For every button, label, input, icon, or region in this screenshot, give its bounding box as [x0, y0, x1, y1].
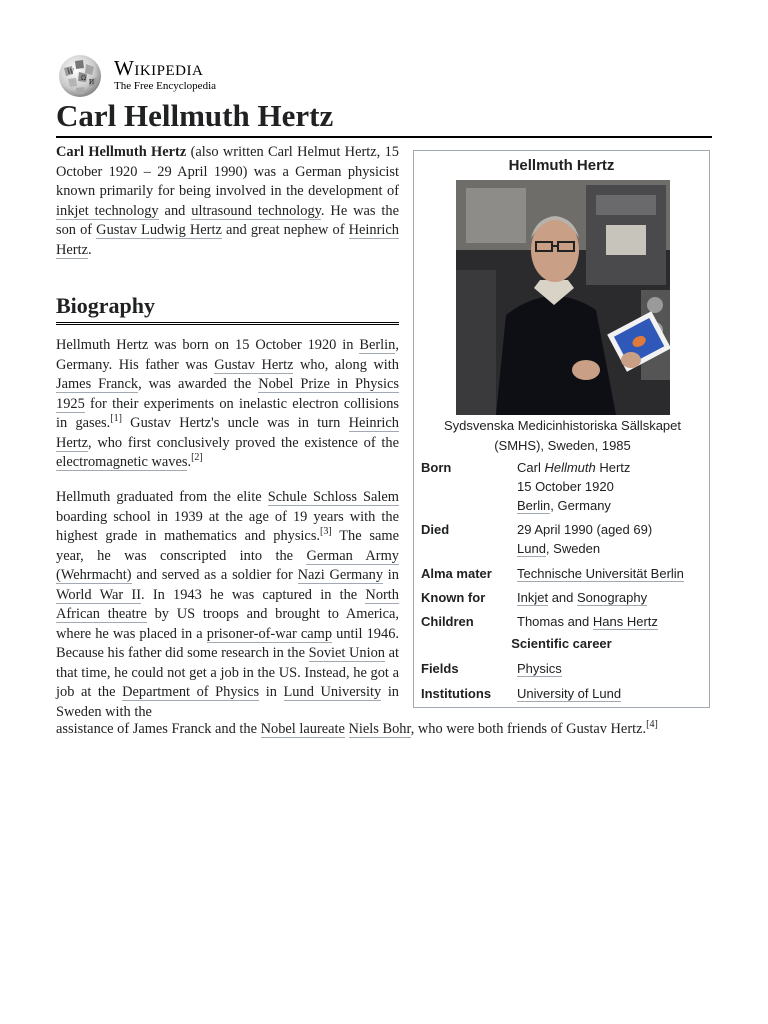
born-name-pre: Carl — [517, 460, 545, 475]
biography-paragraph-2-tail — [56, 720, 716, 740]
known-and: and — [548, 590, 577, 605]
bio-text: Hellmuth graduated from the elite — [56, 489, 268, 505]
link-gustav-hertz[interactable]: Gustav Hertz — [214, 356, 294, 373]
infobox-row-died — [421, 520, 706, 560]
link-niels-bohr[interactable]: Niels Bohr — [348, 721, 411, 737]
died-place-rest: , Sweden — [545, 541, 601, 556]
link-nobel-prize-physics-1925[interactable]: Nobel Prize in Physics 1925 — [56, 376, 399, 412]
row-value — [517, 520, 707, 558]
infobox-row-born — [421, 458, 706, 516]
reference-1[interactable] — [110, 413, 122, 424]
infobox-row-fields — [421, 659, 706, 679]
lead-text: (also written Carl Helmut Hertz, 15 October 1920 – 29 April 1990) was a German physicist known primarily for being involved in the development of — [56, 144, 399, 199]
link-nobel-laureate[interactable]: Nobel laureate — [260, 721, 345, 737]
link-heinrich-hertz[interactable]: Heinrich Hertz — [56, 222, 399, 258]
infobox-row-alma-mater — [421, 564, 706, 584]
link-department-of-physics[interactable]: Department of Physics — [122, 684, 260, 700]
bio-text: , who first conclusively proved the existence of the — [87, 434, 399, 451]
svg-text:И: И — [89, 79, 95, 86]
row-label: Alma mater — [421, 566, 492, 581]
bio-text: Hellmuth Hertz was born on 15 October 1920 in — [56, 337, 360, 353]
section-heading-biography: Biography — [56, 292, 399, 325]
reference-2-link[interactable]: [2] — [191, 452, 203, 464]
row-label: Fields — [421, 661, 459, 676]
died-date: 29 April 1990 (aged 69) — [517, 522, 653, 537]
bio-text: for their experiments on inelastic electron collisions in gases. — [56, 395, 399, 431]
lead-text: and great nephew of — [221, 222, 349, 238]
link-inkjet-technology[interactable]: inkjet technology — [56, 202, 159, 219]
link-gustav-ludwig-hertz[interactable]: Gustav Ludwig Hertz — [96, 222, 222, 238]
portrait-photo[interactable] — [456, 180, 670, 415]
wordmark-text: Wikipedia — [114, 56, 204, 80]
link-soviet-union[interactable]: Soviet Union — [308, 645, 386, 661]
link-inkjet[interactable]: Inkjet — [517, 590, 549, 605]
bio-text: at that time, he could not get a job in the US. Instead, he got a job at the — [56, 645, 400, 700]
link-world-war-ii[interactable]: World War II — [56, 586, 141, 603]
lead-text: . He was the son of — [56, 202, 399, 238]
bio-text: . In 1943 he was captured in the — [141, 586, 366, 603]
bio-text: boarding school in 1939 at the age of 19 years with the highest grade in mathematics and physics. — [56, 508, 399, 544]
link-ultrasound-technology[interactable]: ultrasound technology — [191, 202, 321, 219]
row-label: Children — [421, 614, 474, 629]
row-value — [517, 458, 707, 515]
bio-text: , who were both friends of Gustav Hertz. — [410, 721, 647, 737]
link-schule-schloss-salem[interactable]: Schule Schloss Salem — [267, 489, 399, 505]
link-lund-university[interactable]: Lund University — [283, 684, 382, 700]
row-label: Institutions — [421, 686, 492, 701]
reference-2[interactable] — [191, 452, 203, 463]
link-berlin[interactable]: Berlin — [359, 337, 396, 353]
row-label: Born — [421, 460, 452, 475]
born-name-post: Hertz — [595, 460, 631, 475]
row-value — [517, 564, 707, 583]
born-date: 15 October 1920 — [517, 479, 614, 494]
reference-4[interactable] — [646, 719, 658, 730]
bio-text: . — [187, 454, 192, 470]
infobox-subheader-scientific-career: Scientific career — [511, 636, 612, 651]
link-berlin-infobox[interactable]: Berlin — [517, 498, 551, 513]
link-prisoner-of-war-camp[interactable]: prisoner-of-war camp — [206, 625, 333, 642]
link-lund[interactable]: Lund — [517, 541, 546, 556]
bio-text: in — [383, 567, 400, 583]
reference-3-link[interactable]: [3] — [320, 526, 332, 538]
bio-text: until 1946. Because his father did some research in the — [56, 625, 399, 661]
lead-text: . — [87, 241, 92, 258]
link-physics[interactable]: Physics — [517, 661, 562, 676]
row-label: Known for — [421, 590, 486, 605]
infobox — [413, 150, 710, 708]
tagline: The Free Encyclopedia — [114, 80, 217, 92]
infobox-row-institutions — [421, 684, 706, 704]
bio-text — [345, 721, 349, 737]
page-title: Carl Hellmuth Hertz — [56, 97, 712, 138]
bio-text: Gustav Hertz's uncle was in turn — [121, 415, 349, 431]
infobox-row-known-for — [421, 588, 706, 608]
wikipedia-globe-icon — [56, 54, 104, 98]
biography-paragraph-2 — [56, 488, 399, 722]
wordmark — [114, 56, 216, 92]
reference-4-link[interactable]: [4] — [646, 719, 658, 731]
svg-text:Ω: Ω — [81, 75, 86, 82]
row-value — [517, 612, 707, 631]
reference-1-link[interactable]: [1] — [110, 413, 122, 425]
bio-text: in — [259, 684, 284, 700]
children-pre: Thomas and — [517, 614, 593, 629]
link-university-of-lund[interactable]: University of Lund — [517, 686, 622, 701]
link-tu-berlin[interactable]: Technische Universität Berlin — [517, 566, 684, 581]
link-electromagnetic-waves[interactable]: electromagnetic waves — [56, 454, 188, 470]
bio-text: and served as a soldier for — [131, 567, 298, 583]
link-sonography[interactable]: Sonography — [577, 590, 648, 605]
bio-text: assistance of James Franck and the — [56, 721, 261, 737]
link-heinrich-hertz-2[interactable]: Heinrich Hertz — [56, 415, 399, 451]
infobox-row-children — [421, 612, 706, 632]
bio-text: The same year, he was conscripted into the — [56, 528, 399, 564]
lead-bold-name: Carl Hellmuth Hertz — [56, 144, 187, 160]
link-german-army[interactable]: German Army (Wehrmacht) — [56, 547, 399, 583]
row-value — [517, 684, 707, 703]
lead-paragraph — [56, 143, 399, 260]
reference-3[interactable] — [320, 526, 332, 537]
infobox-title: Hellmuth Hertz — [508, 157, 615, 174]
row-value — [517, 588, 707, 607]
link-james-franck[interactable]: James Franck — [56, 376, 139, 392]
svg-text:W: W — [67, 68, 75, 76]
link-north-african-theatre[interactable]: North African theatre — [56, 586, 399, 622]
bio-text: by US troops and brought to America, where he was placed in a — [56, 606, 399, 642]
born-place-rest: , Germany — [550, 498, 611, 513]
photo-caption: Sydsvenska Medicinhistoriska Sällskapet (SMHS), Sweden, 1985 — [444, 418, 681, 453]
lead-text: and — [158, 202, 192, 219]
bio-text: in Sweden with the — [56, 684, 400, 720]
link-hans-hertz[interactable]: Hans Hertz — [592, 614, 658, 629]
row-value — [517, 659, 707, 678]
bio-text: , was awarded the — [138, 376, 259, 392]
bio-text: , Germany. His father was — [56, 337, 399, 373]
born-name-italic: Hellmuth — [544, 460, 596, 475]
biography-paragraph-1 — [56, 336, 399, 473]
link-nazi-germany[interactable]: Nazi Germany — [297, 567, 384, 583]
row-label: Died — [421, 522, 450, 537]
bio-text: who, along with — [293, 356, 399, 373]
